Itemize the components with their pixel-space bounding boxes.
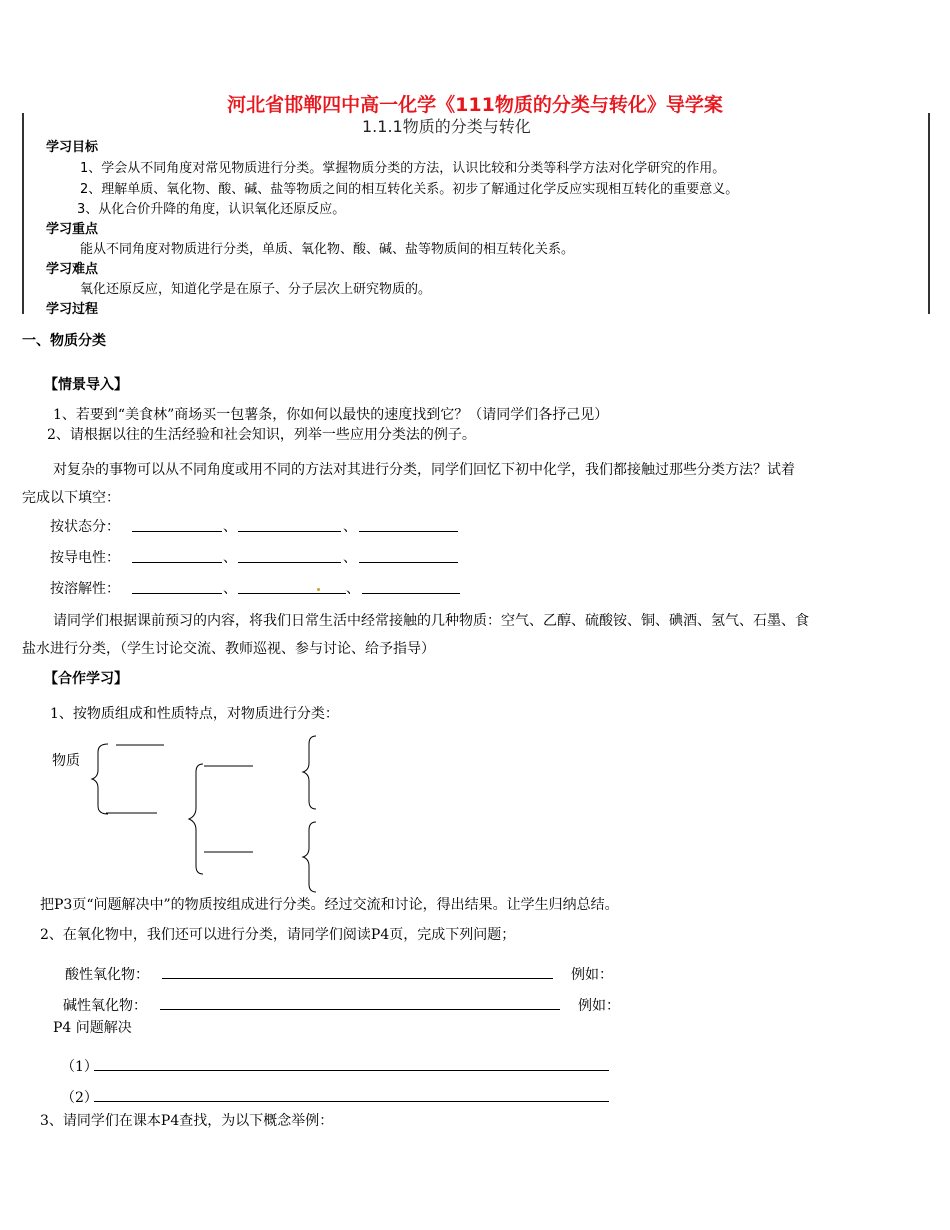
key-points-text: 能从不同角度对物质进行分类，单质、氧化物、酸、碱、盐等物质间的相互转化关系。 [80,242,575,257]
intro-paragraph-cont: 完成以下填空： [22,490,120,506]
example-label: 例如： [578,998,620,1014]
answer-blank-2[interactable] [94,1101,609,1102]
brace-upper-right [303,736,316,809]
answer-number-2: （2） [61,1090,98,1106]
difficulties-heading: 学习难点 [46,262,99,277]
lesson-subtitle: 1.1.1物质的分类与转化 [362,117,531,136]
classify-paragraph: 请同学们根据课前预习的内容，将我们日常生活中经常接触的几种物质：空气、乙醇、硫酸铵、铜、碘酒、氢气、石墨、食 [53,613,809,629]
basic-oxide-blank[interactable] [160,1009,560,1010]
brace-main [92,744,108,814]
coop-question-3: 3、请同学们在课本P4查找，为以下概念举例： [40,1113,334,1129]
example-label: 例如： [571,967,613,983]
fill-label-solubility: 按溶解性： [50,581,120,597]
answer-number-1: （1） [61,1059,98,1075]
classify-paragraph-cont: 盐水进行分类，（学生讨论交流、教师巡视、参与讨论、给予指导） [22,641,435,657]
separator: 、 [223,581,237,597]
separator: 、 [223,550,237,566]
intro-heading: 【情景导入】 [44,377,128,393]
coop-question-1: 1、按物质组成和性质特点，对物质进行分类： [50,706,339,722]
separator: 、 [223,519,237,535]
coop-question-2: 2、在氧化物中，我们还可以进行分类，请同学们阅读P4页，完成下列问题； [40,927,516,943]
section-heading: 一、物质分类 [22,333,106,349]
intro-paragraph: 对复杂的事物可以从不同角度或用不同的方法对其进行分类，同学们回忆下初中化学，我们都接触过那些分类方法？试着 [53,462,795,478]
process-heading: 学习过程 [46,302,99,317]
separator: 、 [346,581,360,597]
difficulties-text: 氧化还原反应，知道化学是在原子、分子层次上研究物质的。 [80,282,432,297]
intro-question-2: 2、请根据以往的生活经验和社会知识，列举一些应用分类法的例子。 [47,427,476,443]
acidic-oxide-blank[interactable] [162,978,553,979]
substance-label: 物质 [52,753,80,769]
fill-label-state: 按状态分： [50,519,120,535]
brace-mid [189,764,203,874]
objectives-heading: 学习目标 [46,140,99,155]
objective-item: 1、学会从不同角度对常见物质进行分类。掌握物质分类的方法，认识比较和分类等科学方法对化学研究的作用。 [80,161,726,176]
intro-question-1: 1、若要到“美食林”商场买一包薯条，你如何以最快的速度找到它？（请同学们各抒己见） [53,407,609,423]
separator: 、 [343,519,357,535]
objective-item: 3、从化合价升降的角度，认识氧化还原反应。 [77,202,346,217]
answer-blank-1[interactable] [94,1070,609,1071]
document-title: 河北省邯郸四中高一化学《111物质的分类与转化》导学案 [227,94,723,116]
separator: 、 [343,550,357,566]
acidic-oxide-label: 酸性氧化物： [65,967,149,983]
brace-lower-right [303,822,316,892]
basic-oxide-label: 碱性氧化物： [63,998,147,1014]
p4-problem-label: P4 问题解决 [53,1020,132,1036]
key-points-heading: 学习重点 [46,222,99,237]
coop-heading: 【合作学习】 [44,671,128,687]
p3-instruction: 把P3页“问题解决中”的物质按组成进行分类。经过交流和讨论，得出结果。让学生归纳总结。 [40,897,619,913]
objective-item: 2、理解单质、氧化物、酸、碱、盐等物质之间的相互转化关系。初步了解通过化学反应实现相互转化的重要意义。 [80,182,739,197]
fill-label-conductivity: 按导电性： [50,550,120,566]
